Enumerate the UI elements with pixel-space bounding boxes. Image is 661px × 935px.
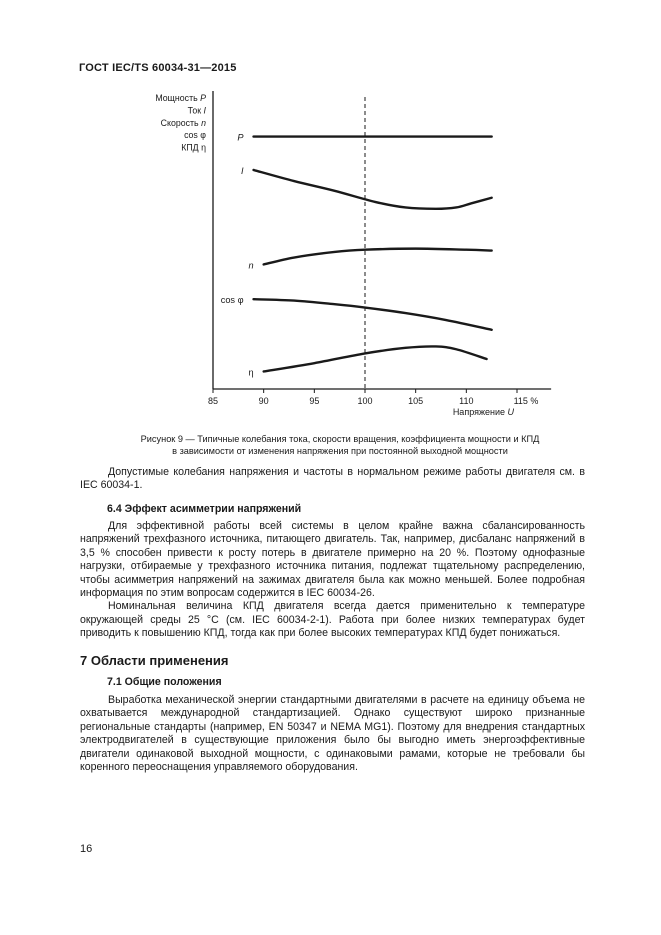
document-header: ГОСТ IEC/TS 60034-31—2015 — [79, 62, 237, 74]
figure-caption-line1: Рисунок 9 — Типичные колебания тока, скорости вращения, коэффициента мощности и КПД — [140, 434, 540, 444]
series-line-cos-φ — [254, 299, 492, 330]
y-axis-label: Скорость n — [160, 117, 206, 128]
x-tick-label: 85 — [207, 396, 219, 406]
section-6-4-body — [80, 520, 585, 641]
figure-9-chart — [0, 0, 661, 430]
y-axis-label: Ток I — [187, 105, 206, 116]
section-7-1-body — [80, 694, 585, 774]
section-6-4-heading: 6.4 Эффект асимметрии напряжений — [107, 503, 302, 515]
series-label: cos φ — [220, 295, 244, 306]
chart-series — [221, 133, 492, 378]
paragraph-after-figure — [80, 466, 585, 493]
x-tick-label: 90 — [258, 396, 269, 406]
y-axis-label: Мощность P — [155, 93, 206, 103]
paragraph: Допустимые колебания напряжения и частоты в нормальном режиме работы двигателя см. в IEC 60034-1. — [80, 466, 585, 492]
series-label: n — [248, 260, 254, 271]
series-line-n — [264, 249, 492, 265]
series-line-I — [254, 170, 492, 209]
x-tick-label: 115 % — [513, 396, 539, 406]
y-axis-label: КПД η — [181, 142, 206, 153]
x-axis-ticks — [208, 389, 538, 417]
section-7-heading: 7 Области применения — [80, 653, 229, 668]
y-axis-labels — [155, 93, 206, 153]
x-tick-label: 100 — [357, 396, 373, 406]
y-axis-label: cos φ — [184, 130, 206, 141]
paragraph: Для эффективной работы всей системы в целом крайне важна сбалансированность напряжений трехфазного источника, питающего двигатель. Так, например, дисбаланс напряжений в 3,5 % способен привести к росту потерь в двигателе примерно на 20 %. Поэтому однофазные нагрузки, отбираемые у трехфазного источника питания, подлежат тщательному распределению, чтобы асимметрия напряжений на зажимах двигателя была как можно меньшей. Более подробная информация по этим вопросам содержится в IEC 60034-26. — [80, 520, 585, 600]
figure-caption — [80, 433, 600, 457]
series-line-η — [264, 346, 487, 371]
series-label: P — [237, 132, 244, 143]
figure-caption-line2: в зависимости от изменения напряжения при постоянной выходной мощности — [172, 446, 508, 456]
series-label: I — [240, 165, 244, 176]
x-tick-label: 105 — [408, 396, 424, 406]
x-axis-label: Напряжение U — [452, 407, 514, 417]
paragraph: Номинальная величина КПД двигателя всегда дается применительно к температуре окружающей среды 25 °С (см. IEC 60034-2-1). Работа при более низких температурах будет приводить к повышению КПД, тогда как при более высоких температурах КПД будет понижаться. — [80, 600, 585, 640]
series-label: η — [248, 367, 254, 378]
x-tick-label: 110 — [459, 396, 474, 406]
section-7-1-heading: 7.1 Общие положения — [107, 676, 222, 688]
page-number: 16 — [80, 843, 93, 855]
x-tick-label: 95 — [309, 396, 320, 406]
paragraph: Выработка механической энергии стандартными двигателями в расчете на единицу объема не охватывается международной стандартизацией. Однако существуют широко признанные региональные стандарты (например, EN 50347 и NEMA MG1). Поэтому для внедрения стандартных электродвигателей в существующие приложения было бы выгодно иметь энергоэффективные двигатели одинаковой выходной мощности, с одинаковыми рамами, которые не требовали бы коренного переоснащения управляемого оборудования. — [80, 694, 585, 774]
